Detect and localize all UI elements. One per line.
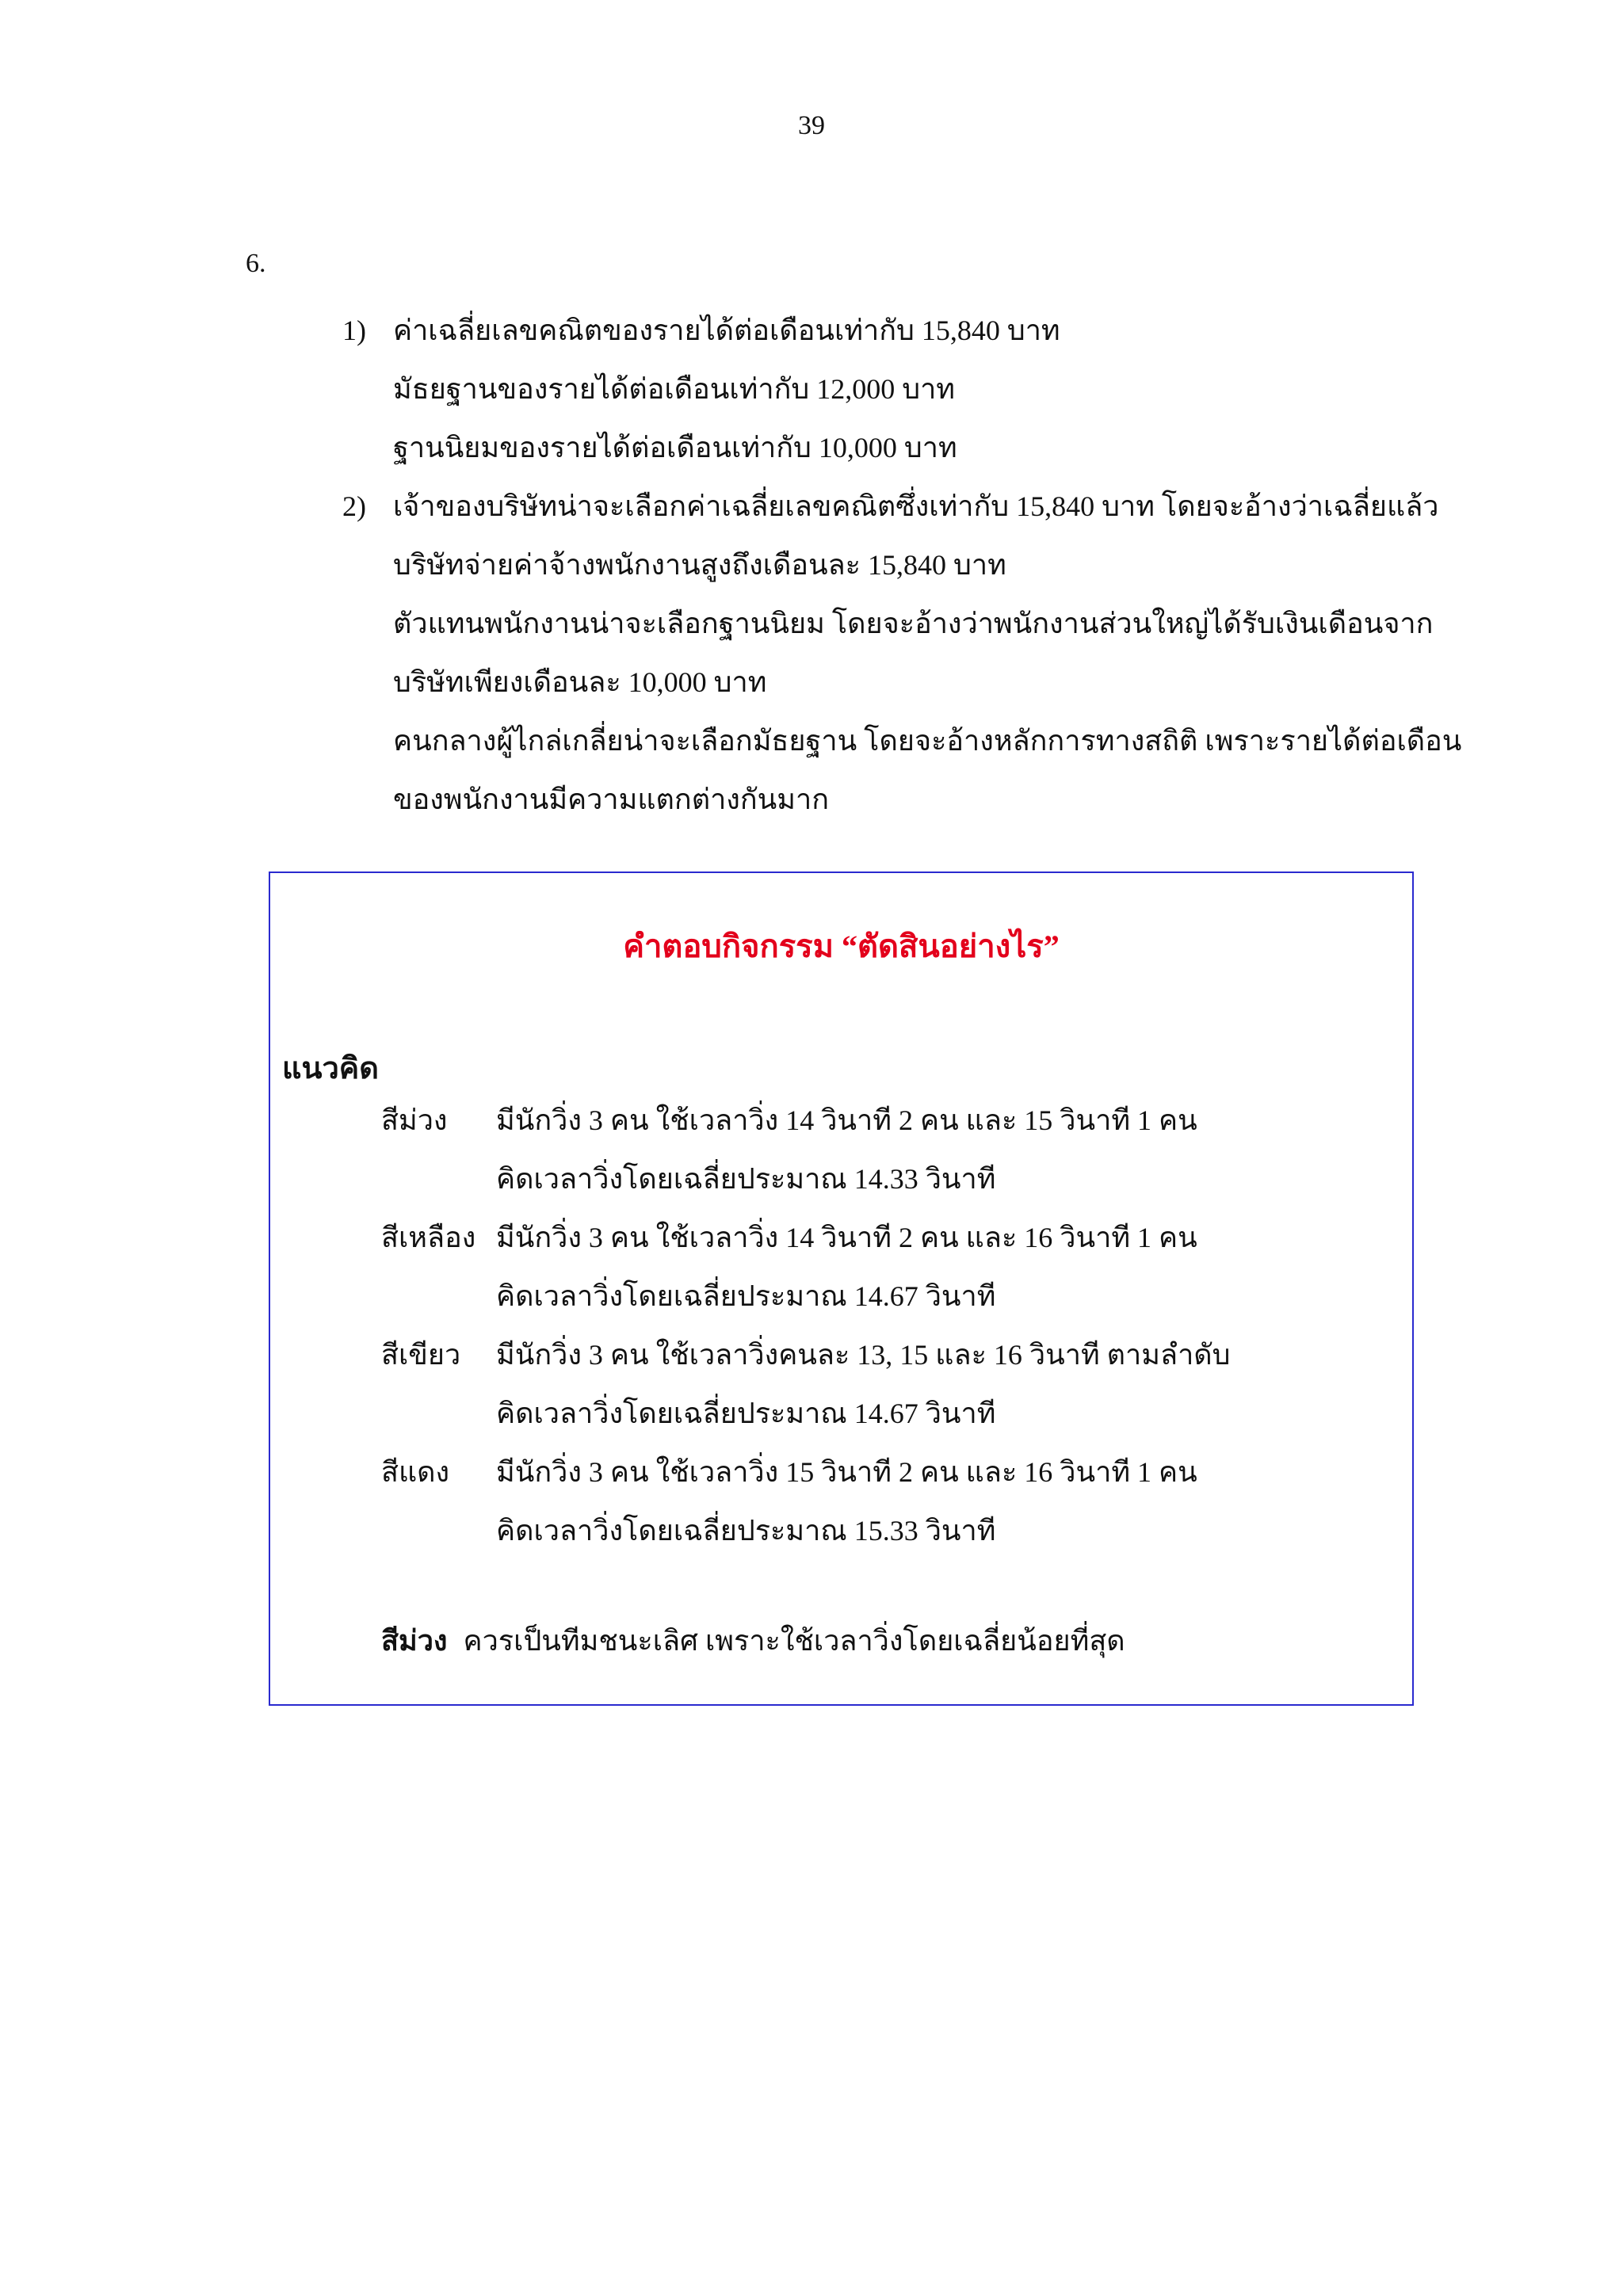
team-name: สีแดง: [381, 1456, 450, 1488]
answer-2-text: เจ้าของบริษัทน่าจะเลือกค่าเฉลี่ยเลขคณิตซึ่งเท่ากับ 15,840 บาท โดยจะอ้างว่าเฉลี่ยแล้ว: [393, 490, 1439, 522]
activity-answer-box: [269, 871, 1414, 1706]
team-green-average: คิดเวลาวิ่งโดยเฉลี่ยประมาณ 14.67 วินาที: [496, 1398, 996, 1429]
answer-2-line-2: บริษัทจ่ายค่าจ้างพนักงานสูงถึงเดือนละ 15,840 บาท: [393, 549, 1006, 581]
team-description: มีนักวิ่ง 3 คน ใช้เวลาวิ่ง 14 วินาที 2 คน และ 15 วินาที 1 คน: [496, 1104, 1197, 1136]
answer-2-line-6: ของพนักงานมีความแตกต่างกันมาก: [393, 784, 830, 815]
answer-1-line-1: [342, 301, 1452, 360]
team-yellow-average: คิดเวลาวิ่งโดยเฉลี่ยประมาณ 14.67 วินาที: [496, 1280, 996, 1312]
answer-2-line-3: ตัวแทนพนักงานน่าจะเลือกฐานนิยม โดยจะอ้างว่าพนักงานส่วนใหญ่ได้รับเงินเดือนจาก: [393, 608, 1434, 639]
team-purple-row: [381, 1091, 1332, 1150]
team-name: สีเขียว: [381, 1339, 461, 1371]
answer-1-text: ค่าเฉลี่ยเลขคณิตของรายได้ต่อเดือนเท่ากับ 15,840 บาท: [393, 315, 1060, 346]
question-number: 6.: [246, 249, 266, 278]
team-list: [381, 1091, 1332, 1560]
conclusion: [381, 1618, 1125, 1663]
answers-list: [342, 301, 1462, 829]
answer-2-number: 2): [342, 490, 366, 522]
answer-1-line-2: มัธยฐานของรายได้ต่อเดือนเท่ากับ 12,000 บาท: [393, 373, 956, 405]
box-title: คำตอบกิจกรรม “ตัดสินอย่างไร”: [623, 929, 1060, 964]
conclusion-text: ควรเป็นทีมชนะเลิศ เพราะใช้เวลาวิ่งโดยเฉลี่ยน้อยที่สุด: [463, 1625, 1125, 1657]
team-description: มีนักวิ่ง 3 คน ใช้เวลาวิ่งคนละ 13, 15 และ 16 วินาที ตามลำดับ: [496, 1339, 1231, 1371]
answer-2-line-5: คนกลางผู้ไกล่เกลี่ยน่าจะเลือกมัธยฐาน โดยจะอ้างหลักการทางสถิติ เพราะรายได้ต่อเดือน: [393, 725, 1462, 757]
answer-2-line-1: [342, 477, 1452, 536]
team-description: มีนักวิ่ง 3 คน ใช้เวลาวิ่ง 15 วินาที 2 คน และ 16 วินาที 1 คน: [496, 1456, 1197, 1488]
winning-team: สีม่วง: [381, 1625, 448, 1657]
answer-1-line-3: ฐานนิยมของรายได้ต่อเดือนเท่ากับ 10,000 บาท: [393, 432, 957, 463]
team-red-average: คิดเวลาวิ่งโดยเฉลี่ยประมาณ 15.33 วินาที: [496, 1515, 996, 1547]
team-red-row: [381, 1443, 1332, 1501]
team-green-row: [381, 1325, 1332, 1384]
page-number: 39: [798, 111, 825, 140]
concept-heading: แนวคิด: [282, 1052, 379, 1085]
team-name: สีม่วง: [381, 1104, 448, 1136]
team-yellow-row: [381, 1208, 1332, 1267]
team-name: สีเหลือง: [381, 1222, 476, 1253]
team-purple-average: คิดเวลาวิ่งโดยเฉลี่ยประมาณ 14.33 วินาที: [496, 1163, 996, 1195]
team-description: มีนักวิ่ง 3 คน ใช้เวลาวิ่ง 14 วินาที 2 คน และ 16 วินาที 1 คน: [496, 1222, 1197, 1253]
answer-1-number: 1): [342, 315, 366, 346]
answer-2-line-4: บริษัทเพียงเดือนละ 10,000 บาท: [393, 666, 767, 698]
